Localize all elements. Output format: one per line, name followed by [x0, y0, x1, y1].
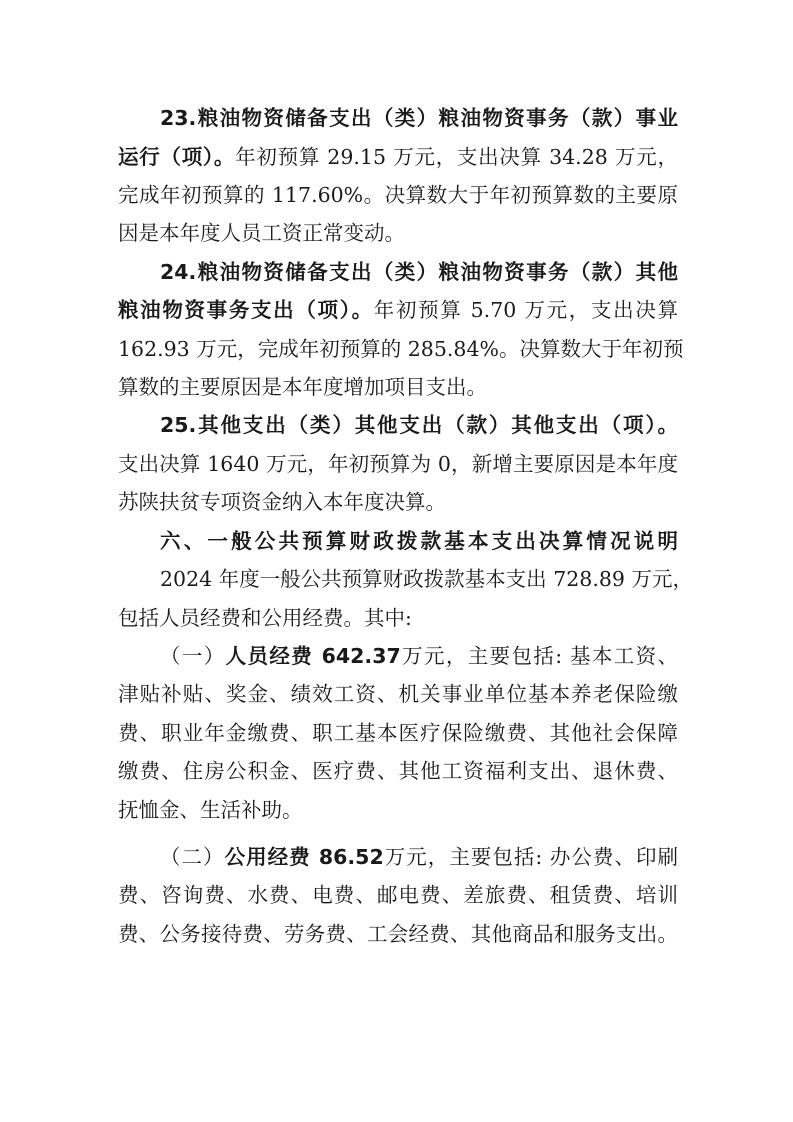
- personnel-line-4: 缴费、住房公积金、医疗费、其他工资福利支出、退休费、: [118, 759, 678, 783]
- item-25-heading: 25.其他支出（类）其他支出（款）其他支出（项）。: [160, 413, 678, 437]
- public-line-2: 费、咨询费、水费、电费、邮电费、差旅费、租赁费、培训: [118, 883, 678, 907]
- personnel-line-2: 津贴补贴、奖金、绩效工资、机关事业单位基本养老保险缴: [118, 682, 678, 706]
- item-25-line-2: 支出决算 1640 万元，年初预算为 0，新增主要原因是本年度: [118, 452, 678, 476]
- section-6-intro-2: 包括人员经费和公用经费。其中:: [118, 606, 412, 630]
- section-6-title: 六、一般公共预算财政拨款基本支出决算情况说明: [160, 529, 678, 553]
- public-line-3: 费、公务接待费、劳务费、工会经费、其他商品和服务支出。: [118, 922, 678, 946]
- item-24-line-2: 粮油物资事务支出（项）。年初预算 5.70 万元，支出决算: [118, 298, 678, 322]
- item-24-line-4: 算数的主要原因是本年度增加项目支出。: [118, 375, 487, 399]
- item-23-heading: 23.粮油物资储备支出（类）粮油物资事务（款）事业: [160, 106, 678, 130]
- personnel-line-3: 费、职业年金缴费、职工基本医疗保险缴费、其他社会保障: [118, 721, 678, 745]
- personnel-line-5: 抚恤金、生活补助。: [118, 798, 303, 822]
- item-23-line-4: 因是本年度人员工资正常变动。: [118, 221, 405, 245]
- item-24-line-3: 162.93 万元，完成年初预算的 285.84%。决算数大于年初预: [118, 337, 684, 361]
- public-heading: （二）公用经费 86.52万元，主要包括: 办公费、印刷: [160, 845, 679, 869]
- item-23-line-3: 完成年初预算的 117.60%。决算数大于年初预算数的主要原: [118, 183, 678, 207]
- item-25-line-3: 苏陕扶贫专项资金纳入本年度决算。: [118, 490, 446, 514]
- item-24-heading: 24.粮油物资储备支出（类）粮油物资事务（款）其他: [160, 260, 678, 284]
- section-6-intro-1: 2024 年度一般公共预算财政拨款基本支出 728.89 万元，: [160, 567, 693, 591]
- personnel-heading: （一）人员经费 642.37万元，主要包括: 基本工资、: [160, 644, 678, 668]
- item-23-line-2: 运行（项）。年初预算 29.15 万元，支出决算 34.28 万元，: [118, 145, 678, 169]
